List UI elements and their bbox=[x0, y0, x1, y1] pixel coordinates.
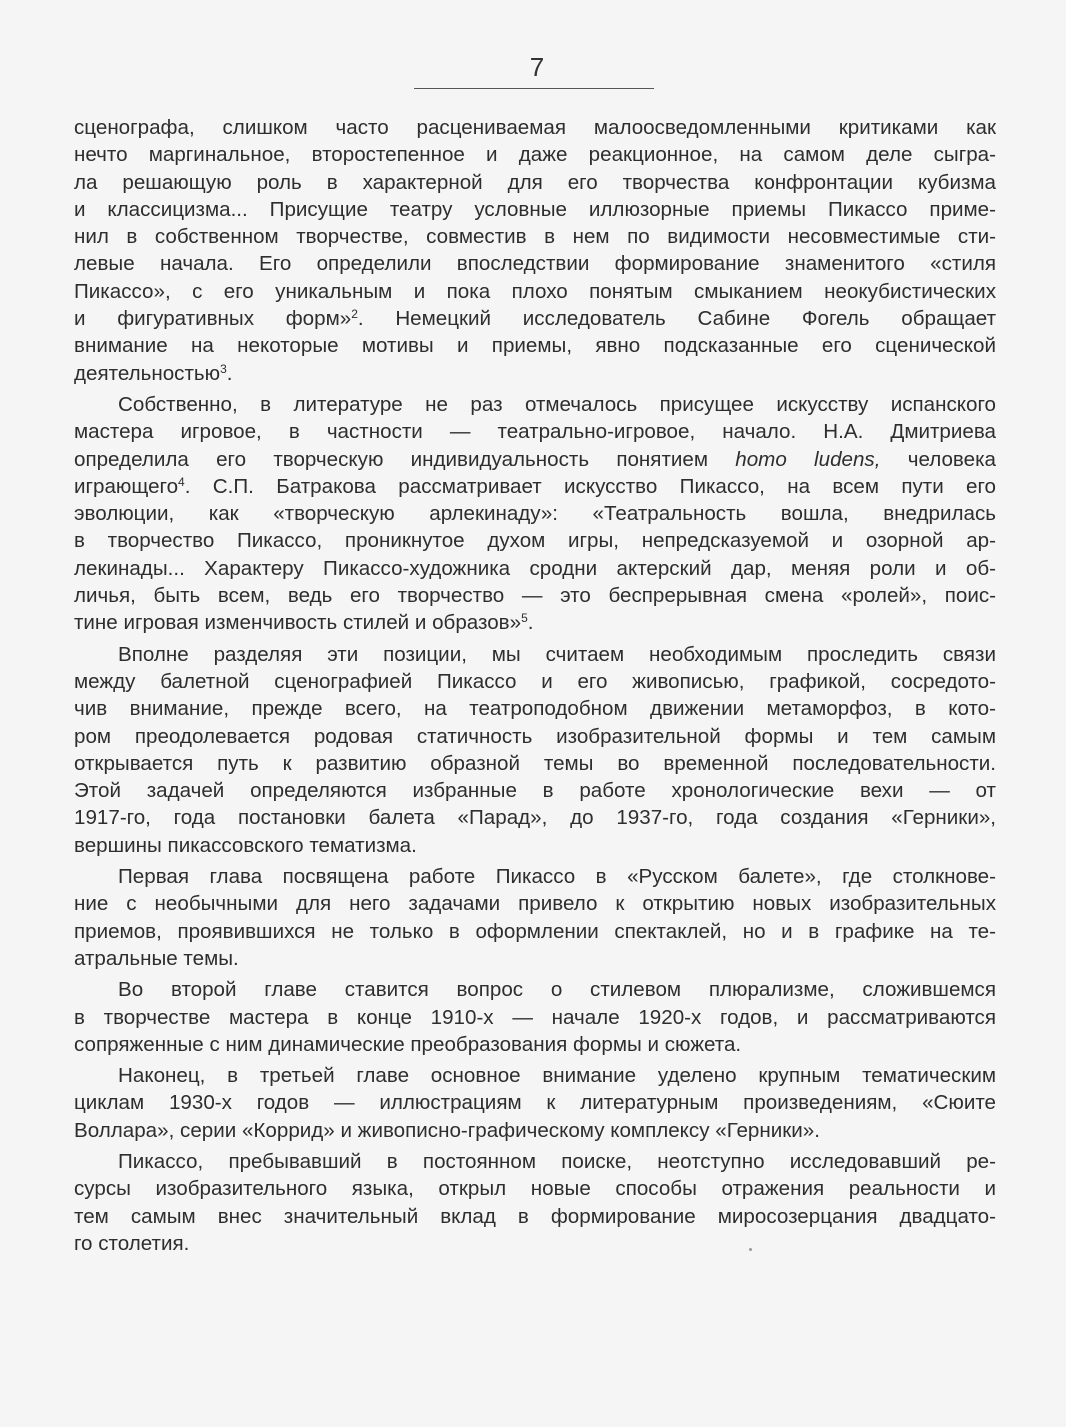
text-line bbox=[74, 473, 996, 500]
footnote-ref-2: 2 bbox=[351, 307, 358, 322]
text-fragment: и фигуративных форм» bbox=[74, 307, 352, 331]
text-line: сурсы изобразительного языка, открыл новые способы отражения реальности и bbox=[74, 1177, 996, 1201]
text-line: ром преодолевается родовая статичность изобразительной формы и тем самым bbox=[74, 724, 996, 748]
text-line bbox=[74, 305, 996, 332]
text-line: приемов, проявившихся не только в оформлении спектаклей, но и в графике на те- bbox=[74, 919, 996, 943]
text-line: вершины пикассовского тематизма. bbox=[74, 833, 417, 857]
text-line: нил в собственном творчестве, совместив в нем по видимости несовместимые сти- bbox=[74, 225, 996, 249]
text-line: Наконец, в третьей главе основное внимание уделено крупным тематическим bbox=[118, 1064, 996, 1088]
header-rule bbox=[414, 88, 654, 89]
text-line bbox=[74, 360, 996, 387]
text-line: лекинады... Характеру Пикассо-художника сродни актерский дар, меняя роли и об- bbox=[74, 556, 996, 580]
text-line bbox=[74, 446, 996, 473]
text-line: мастера игровое, в частности — театрально-игровое, начало. Н.А. Дмитриева bbox=[74, 420, 996, 444]
paragraph-6 bbox=[74, 1062, 996, 1144]
paragraph-5 bbox=[74, 976, 996, 1058]
text-fragment: . Немецкий исследователь Сабине Фогель обращает bbox=[357, 307, 996, 331]
text-line: личья, быть всем, ведь его творчество — это беспрерывная смена «ролей», поис- bbox=[74, 584, 996, 608]
text-line: внимание на некоторые мотивы и приемы, явно подсказанные его сценической bbox=[74, 334, 996, 358]
body-text bbox=[74, 114, 996, 1257]
footnote-ref-5: 5 bbox=[521, 611, 528, 626]
text-fragment: деятельностью bbox=[74, 361, 221, 385]
page-number: 7 bbox=[529, 52, 545, 82]
paragraph-1 bbox=[74, 114, 996, 387]
text-line: ла решающую роль в характерной для его творчества конфронтации кубизма bbox=[74, 170, 996, 194]
italic-term: homo ludens, bbox=[735, 447, 881, 471]
text-line: ние с необычными для него задачами привело к открытию новых изобразительных bbox=[74, 892, 996, 916]
text-line: и классицизма... Присущие театру условные иллюзорные приемы Пикассо приме- bbox=[74, 197, 996, 221]
text-line: между балетной сценографией Пикассо и его живописью, графикой, сосредото- bbox=[74, 669, 996, 693]
text-fragment: тине игровая изменчивость стилей и образов» bbox=[74, 611, 522, 635]
text-line: тем самым внес значительный вклад в формирование миросозерцания двадцато- bbox=[74, 1204, 996, 1228]
text-line: Первая глава посвящена работе Пикассо в «Русском балете», где столкнове- bbox=[118, 865, 996, 889]
text-line: Собственно, в литературе не раз отмечалось присущее искусству испанского bbox=[118, 392, 996, 416]
text-line: 1917-го, года постановки балета «Парад», до 1937-го, года создания «Герники», bbox=[74, 806, 996, 830]
text-line: Пикассо», с его уникальным и пока плохо понятым смыканием неокубистических bbox=[74, 279, 996, 303]
paragraph-4 bbox=[74, 863, 996, 972]
text-line: чив внимание, прежде всего, на театроподобном движении метаморфоз, в кото- bbox=[74, 697, 996, 721]
text-line: нечто маргинальное, второстепенное и даже реакционное, на самом деле сыгра- bbox=[74, 143, 996, 167]
text-line: циклам 1930-х годов — иллюстрациям к литературным произведениям, «Сюите bbox=[74, 1091, 996, 1115]
footnote-ref-3: 3 bbox=[220, 361, 227, 376]
text-line: левые начала. Его определили впоследствии формирование знаменитого «стиля bbox=[74, 252, 996, 276]
scan-speck bbox=[749, 1248, 752, 1251]
text-line: Пикассо, пребывавший в постоянном поиске, неотступно исследовавший ре- bbox=[118, 1149, 996, 1173]
text-line: сценографа, слишком часто расцениваемая малоосведомленными критиками как bbox=[74, 116, 996, 139]
text-line bbox=[74, 609, 996, 636]
text-line: Во второй главе ставится вопрос о стилевом плюрализме, сложившемся bbox=[118, 978, 996, 1002]
text-line: в творчество Пикассо, проникнутое духом игры, непредсказуемой и озорной ар- bbox=[74, 529, 996, 553]
text-line: Этой задачей определяются избранные в работе хронологические вехи — от bbox=[74, 779, 996, 803]
paragraph-2 bbox=[74, 391, 996, 637]
text-line: Воллара», серии «Коррид» и живописно-графическому комплексу «Герники». bbox=[74, 1118, 820, 1142]
text-line: открывается путь к развитию образной темы во временной последовательности. bbox=[74, 751, 996, 775]
page-header bbox=[0, 52, 1066, 82]
text-fragment: определила его творческую индивидуальность понятием bbox=[74, 447, 736, 471]
footnote-ref-4: 4 bbox=[178, 474, 185, 489]
text-line: эволюции, как «творческую арлекинаду»: «Театральность вошла, внедрилась bbox=[74, 502, 996, 526]
text-fragment: человека bbox=[880, 447, 996, 471]
text-fragment: . bbox=[226, 361, 233, 385]
text-fragment: играющего bbox=[74, 474, 179, 498]
text-line: атральные темы. bbox=[74, 946, 239, 970]
text-fragment: . bbox=[527, 611, 534, 635]
paragraph-7 bbox=[74, 1148, 996, 1257]
paragraph-3 bbox=[74, 641, 996, 859]
text-line: Вполне разделяя эти позиции, мы считаем необходимым проследить связи bbox=[118, 642, 996, 666]
text-line: сопряженные с ним динамические преобразования формы и сюжета. bbox=[74, 1032, 742, 1056]
text-line: го столетия. bbox=[74, 1231, 190, 1255]
text-line: в творчестве мастера в конце 1910-х — начале 1920-х годов, и рассматриваются bbox=[74, 1005, 996, 1029]
text-fragment: . С.П. Батракова рассматривает искусство Пикассо, на всем пути его bbox=[184, 474, 996, 498]
